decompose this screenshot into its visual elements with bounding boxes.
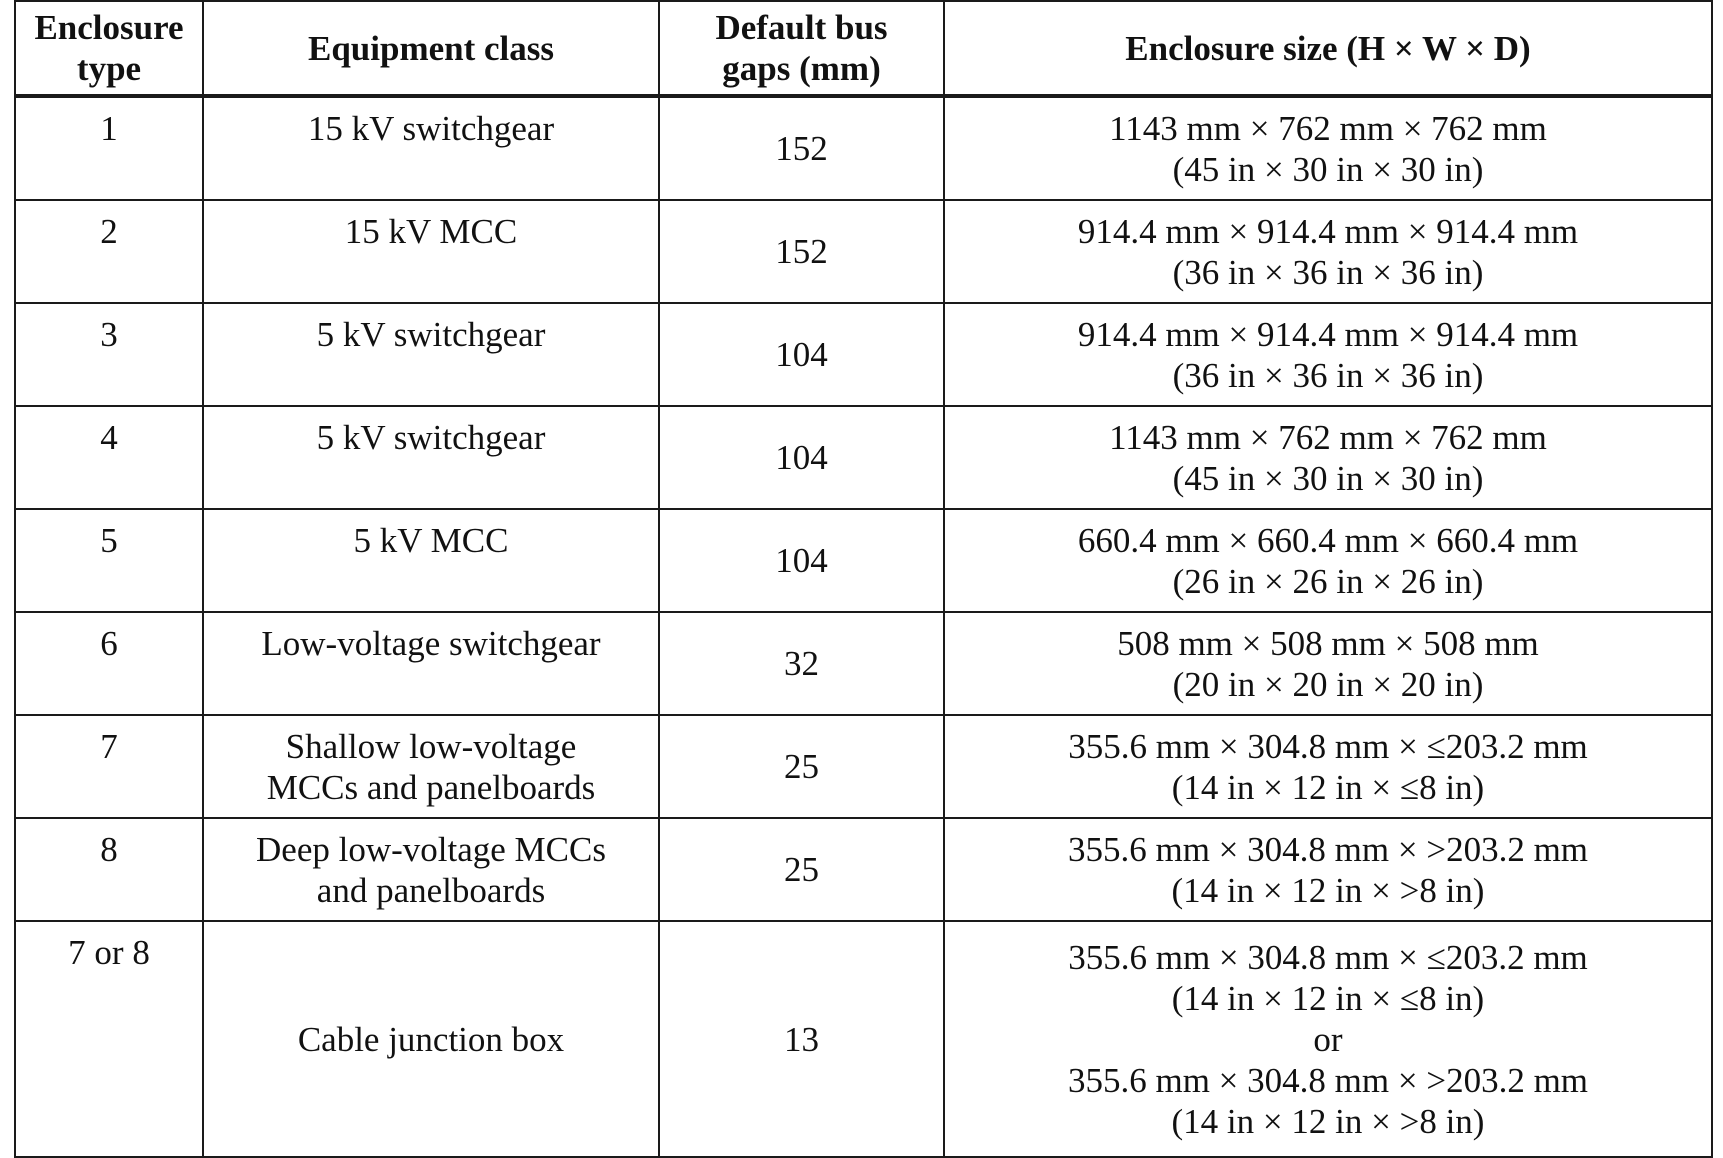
cell-enclosure-type: 7 or 8 — [15, 921, 203, 1157]
header-gap-line-1: Default bus — [715, 8, 888, 47]
cell-enclosure-type: 6 — [15, 612, 203, 715]
table-row — [15, 96, 1712, 200]
size-line: 508 mm × 508 mm × 508 mm — [1117, 623, 1539, 663]
size-line: (26 in × 26 in × 26 in) — [1172, 561, 1484, 601]
cell-enclosure-size — [944, 612, 1712, 715]
size-line: 914.4 mm × 914.4 mm × 914.4 mm — [1077, 211, 1579, 251]
class-line: 5 kV switchgear — [316, 315, 546, 354]
class-line: Deep low-voltage MCCs — [256, 830, 606, 869]
class-line: Cable junction box — [297, 1019, 565, 1059]
header-default-bus-gaps — [659, 1, 944, 96]
cell-enclosure-type: 3 — [15, 303, 203, 406]
cell-equipment-class — [203, 96, 659, 200]
cell-bus-gap: 104 — [659, 303, 944, 406]
class-line: Shallow low-voltage — [285, 727, 577, 766]
cell-enclosure-size — [944, 921, 1712, 1157]
cell-equipment-class — [203, 818, 659, 921]
table-row — [15, 818, 1712, 921]
cell-equipment-class — [203, 612, 659, 715]
size-line: 660.4 mm × 660.4 mm × 660.4 mm — [1077, 520, 1579, 560]
cell-bus-gap: 32 — [659, 612, 944, 715]
header-row — [15, 1, 1712, 96]
size-line: (45 in × 30 in × 30 in) — [1172, 149, 1484, 189]
size-line: or — [1313, 1019, 1343, 1059]
table-row — [15, 200, 1712, 303]
cell-enclosure-size — [944, 406, 1712, 509]
cell-bus-gap: 104 — [659, 509, 944, 612]
size-line: 914.4 mm × 914.4 mm × 914.4 mm — [1077, 314, 1579, 354]
cell-bus-gap: 25 — [659, 818, 944, 921]
cell-enclosure-type: 5 — [15, 509, 203, 612]
table-row — [15, 509, 1712, 612]
class-line: MCCs and panelboards — [266, 768, 596, 807]
cell-equipment-class — [203, 715, 659, 818]
cell-equipment-class — [203, 509, 659, 612]
cell-bus-gap: 152 — [659, 96, 944, 200]
cell-enclosure-size — [944, 509, 1712, 612]
cell-enclosure-size — [944, 96, 1712, 200]
header-equipment-class — [203, 1, 659, 96]
table-row — [15, 406, 1712, 509]
table-row — [15, 612, 1712, 715]
class-line: 5 kV MCC — [353, 521, 509, 560]
size-line: 355.6 mm × 304.8 mm × ≤203.2 mm — [1068, 937, 1588, 977]
size-line: (14 in × 12 in × ≤8 in) — [1171, 767, 1485, 807]
cell-enclosure-type: 1 — [15, 96, 203, 200]
table-row — [15, 715, 1712, 818]
cell-enclosure-type: 7 — [15, 715, 203, 818]
table-row — [15, 303, 1712, 406]
class-line: 15 kV switchgear — [307, 109, 555, 148]
size-line: (20 in × 20 in × 20 in) — [1172, 664, 1484, 704]
header-enclosure-size — [944, 1, 1712, 96]
cell-enclosure-size — [944, 200, 1712, 303]
size-line: (45 in × 30 in × 30 in) — [1172, 458, 1484, 498]
size-line: 355.6 mm × 304.8 mm × >203.2 mm — [1067, 1060, 1589, 1100]
size-line: (36 in × 36 in × 36 in) — [1172, 252, 1484, 292]
header-type-line-2: type — [76, 49, 142, 88]
cell-enclosure-size — [944, 303, 1712, 406]
class-line: and panelboards — [316, 871, 546, 910]
size-line: 355.6 mm × 304.8 mm × >203.2 mm — [1067, 829, 1589, 869]
size-line: (14 in × 12 in × >8 in) — [1171, 1101, 1485, 1141]
size-line: (14 in × 12 in × >8 in) — [1171, 870, 1485, 910]
cell-equipment-class — [203, 921, 659, 1157]
class-line: 5 kV switchgear — [316, 418, 546, 457]
cell-bus-gap: 13 — [659, 921, 944, 1157]
header-class-line-1: Equipment class — [307, 28, 555, 68]
cell-equipment-class — [203, 303, 659, 406]
cell-bus-gap: 25 — [659, 715, 944, 818]
header-type-line-1: Enclosure — [34, 8, 184, 47]
size-line: 1143 mm × 762 mm × 762 mm — [1109, 108, 1547, 148]
enclosure-table-container — [14, 0, 1711, 1158]
cell-enclosure-type: 2 — [15, 200, 203, 303]
size-line: 1143 mm × 762 mm × 762 mm — [1109, 417, 1547, 457]
header-size-line-1: Enclosure size (H × W × D) — [1125, 28, 1531, 68]
size-line: (14 in × 12 in × ≤8 in) — [1171, 978, 1485, 1018]
cell-enclosure-type: 4 — [15, 406, 203, 509]
header-gap-line-2: gaps (mm) — [722, 49, 881, 88]
cell-enclosure-size — [944, 715, 1712, 818]
class-line: Low-voltage switchgear — [261, 624, 601, 663]
cell-enclosure-type: 8 — [15, 818, 203, 921]
size-line: 355.6 mm × 304.8 mm × ≤203.2 mm — [1068, 726, 1588, 766]
cell-enclosure-size — [944, 818, 1712, 921]
cell-equipment-class — [203, 406, 659, 509]
table-row — [15, 921, 1712, 1157]
size-line: (36 in × 36 in × 36 in) — [1172, 355, 1484, 395]
enclosure-table — [14, 0, 1713, 1158]
cell-bus-gap: 152 — [659, 200, 944, 303]
header-enclosure-type — [15, 1, 203, 96]
class-line: 15 kV MCC — [344, 212, 518, 251]
cell-bus-gap: 104 — [659, 406, 944, 509]
cell-equipment-class — [203, 200, 659, 303]
